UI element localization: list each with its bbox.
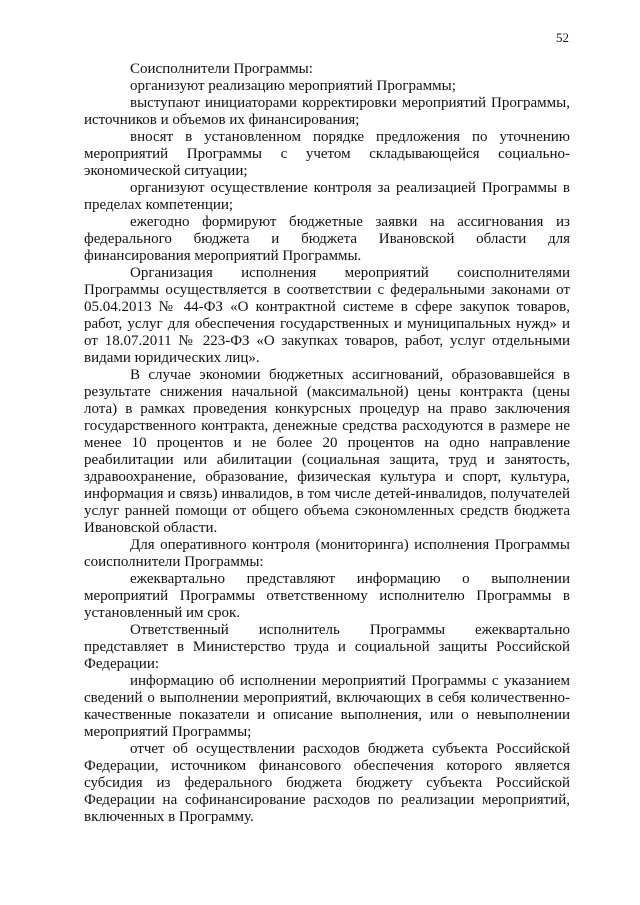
paragraph: организуют осуществление контроля за реализацией Программы в пределах компетенции;	[84, 180, 570, 213]
document-body	[84, 61, 570, 826]
paragraph: информацию об исполнении мероприятий Программы с указанием сведений о выполнении мероприятий, включающих в себя количественно-качественные показатели и описание выполнения, или о невыполнении мероприятий Программы;	[84, 673, 570, 740]
paragraph: выступают инициаторами корректировки мероприятий Программы, источников и объемов их финансирования;	[84, 95, 570, 128]
paragraph: Для оперативного контроля (мониторинга) исполнения Программы соисполнители Программы:	[84, 537, 570, 570]
paragraph: ежеквартально представляют информацию о выполнении мероприятий Программы ответственному исполнителю Программы в установленный им срок.	[84, 571, 570, 621]
paragraph: Соисполнители Программы:	[130, 61, 313, 77]
paragraph: отчет об осуществлении расходов бюджета субъекта Российской Федерации, источником финансового обеспечения которого является субсидия из федерального бюджета бюджету субъекта Российской Федерации на софинансирование расходов по реализации мероприятий, включенных в Программу.	[84, 741, 570, 825]
paragraph: В случае экономии бюджетных ассигнований, образовавшейся в результате снижения начальной (максимальной) цены контракта (цены лота) в рамках проведения конкурсных процедур на право заключения государственного контракта, денежные средства расходуются в размере не менее 10 процентов и не более 20 процентов на одно направление реабилитации или абилитации (социальная защита, труд и занятость, здравоохранение, образование, физическая культура и спорт, культура, информация и связь) инвалидов, в том числе детей-инвалидов, получателей услуг ранней помощи от общего объема сэкономленных средств бюджета Ивановской области.	[84, 367, 570, 536]
page-number: 52	[556, 30, 569, 45]
paragraph: Организация исполнения мероприятий соисполнителями Программы осуществляется в соответствии с федеральными законами от 05.04.2013 № 44-ФЗ «О контрактной системе в сфере закупок товаров, работ, услуг для обеспечения государственных и муниципальных нужд» и от 18.07.2011 № 223-ФЗ «О закупках товаров, работ, услуг отдельными видами юридических лиц».	[84, 265, 570, 366]
paragraph: Ответственный исполнитель Программы ежеквартально представляет в Министерство труда и социальной защиты Российской Федерации:	[84, 622, 570, 672]
paragraph: вносят в установленном порядке предложения по уточнению мероприятий Программы с учетом складывающейся социально-экономической ситуации;	[84, 129, 570, 179]
paragraph: ежегодно формируют бюджетные заявки на ассигнования из федерального бюджета и бюджета Ивановской области для финансирования мероприятий Программы.	[84, 214, 570, 264]
paragraph: организуют реализацию мероприятий Программы;	[130, 78, 456, 94]
